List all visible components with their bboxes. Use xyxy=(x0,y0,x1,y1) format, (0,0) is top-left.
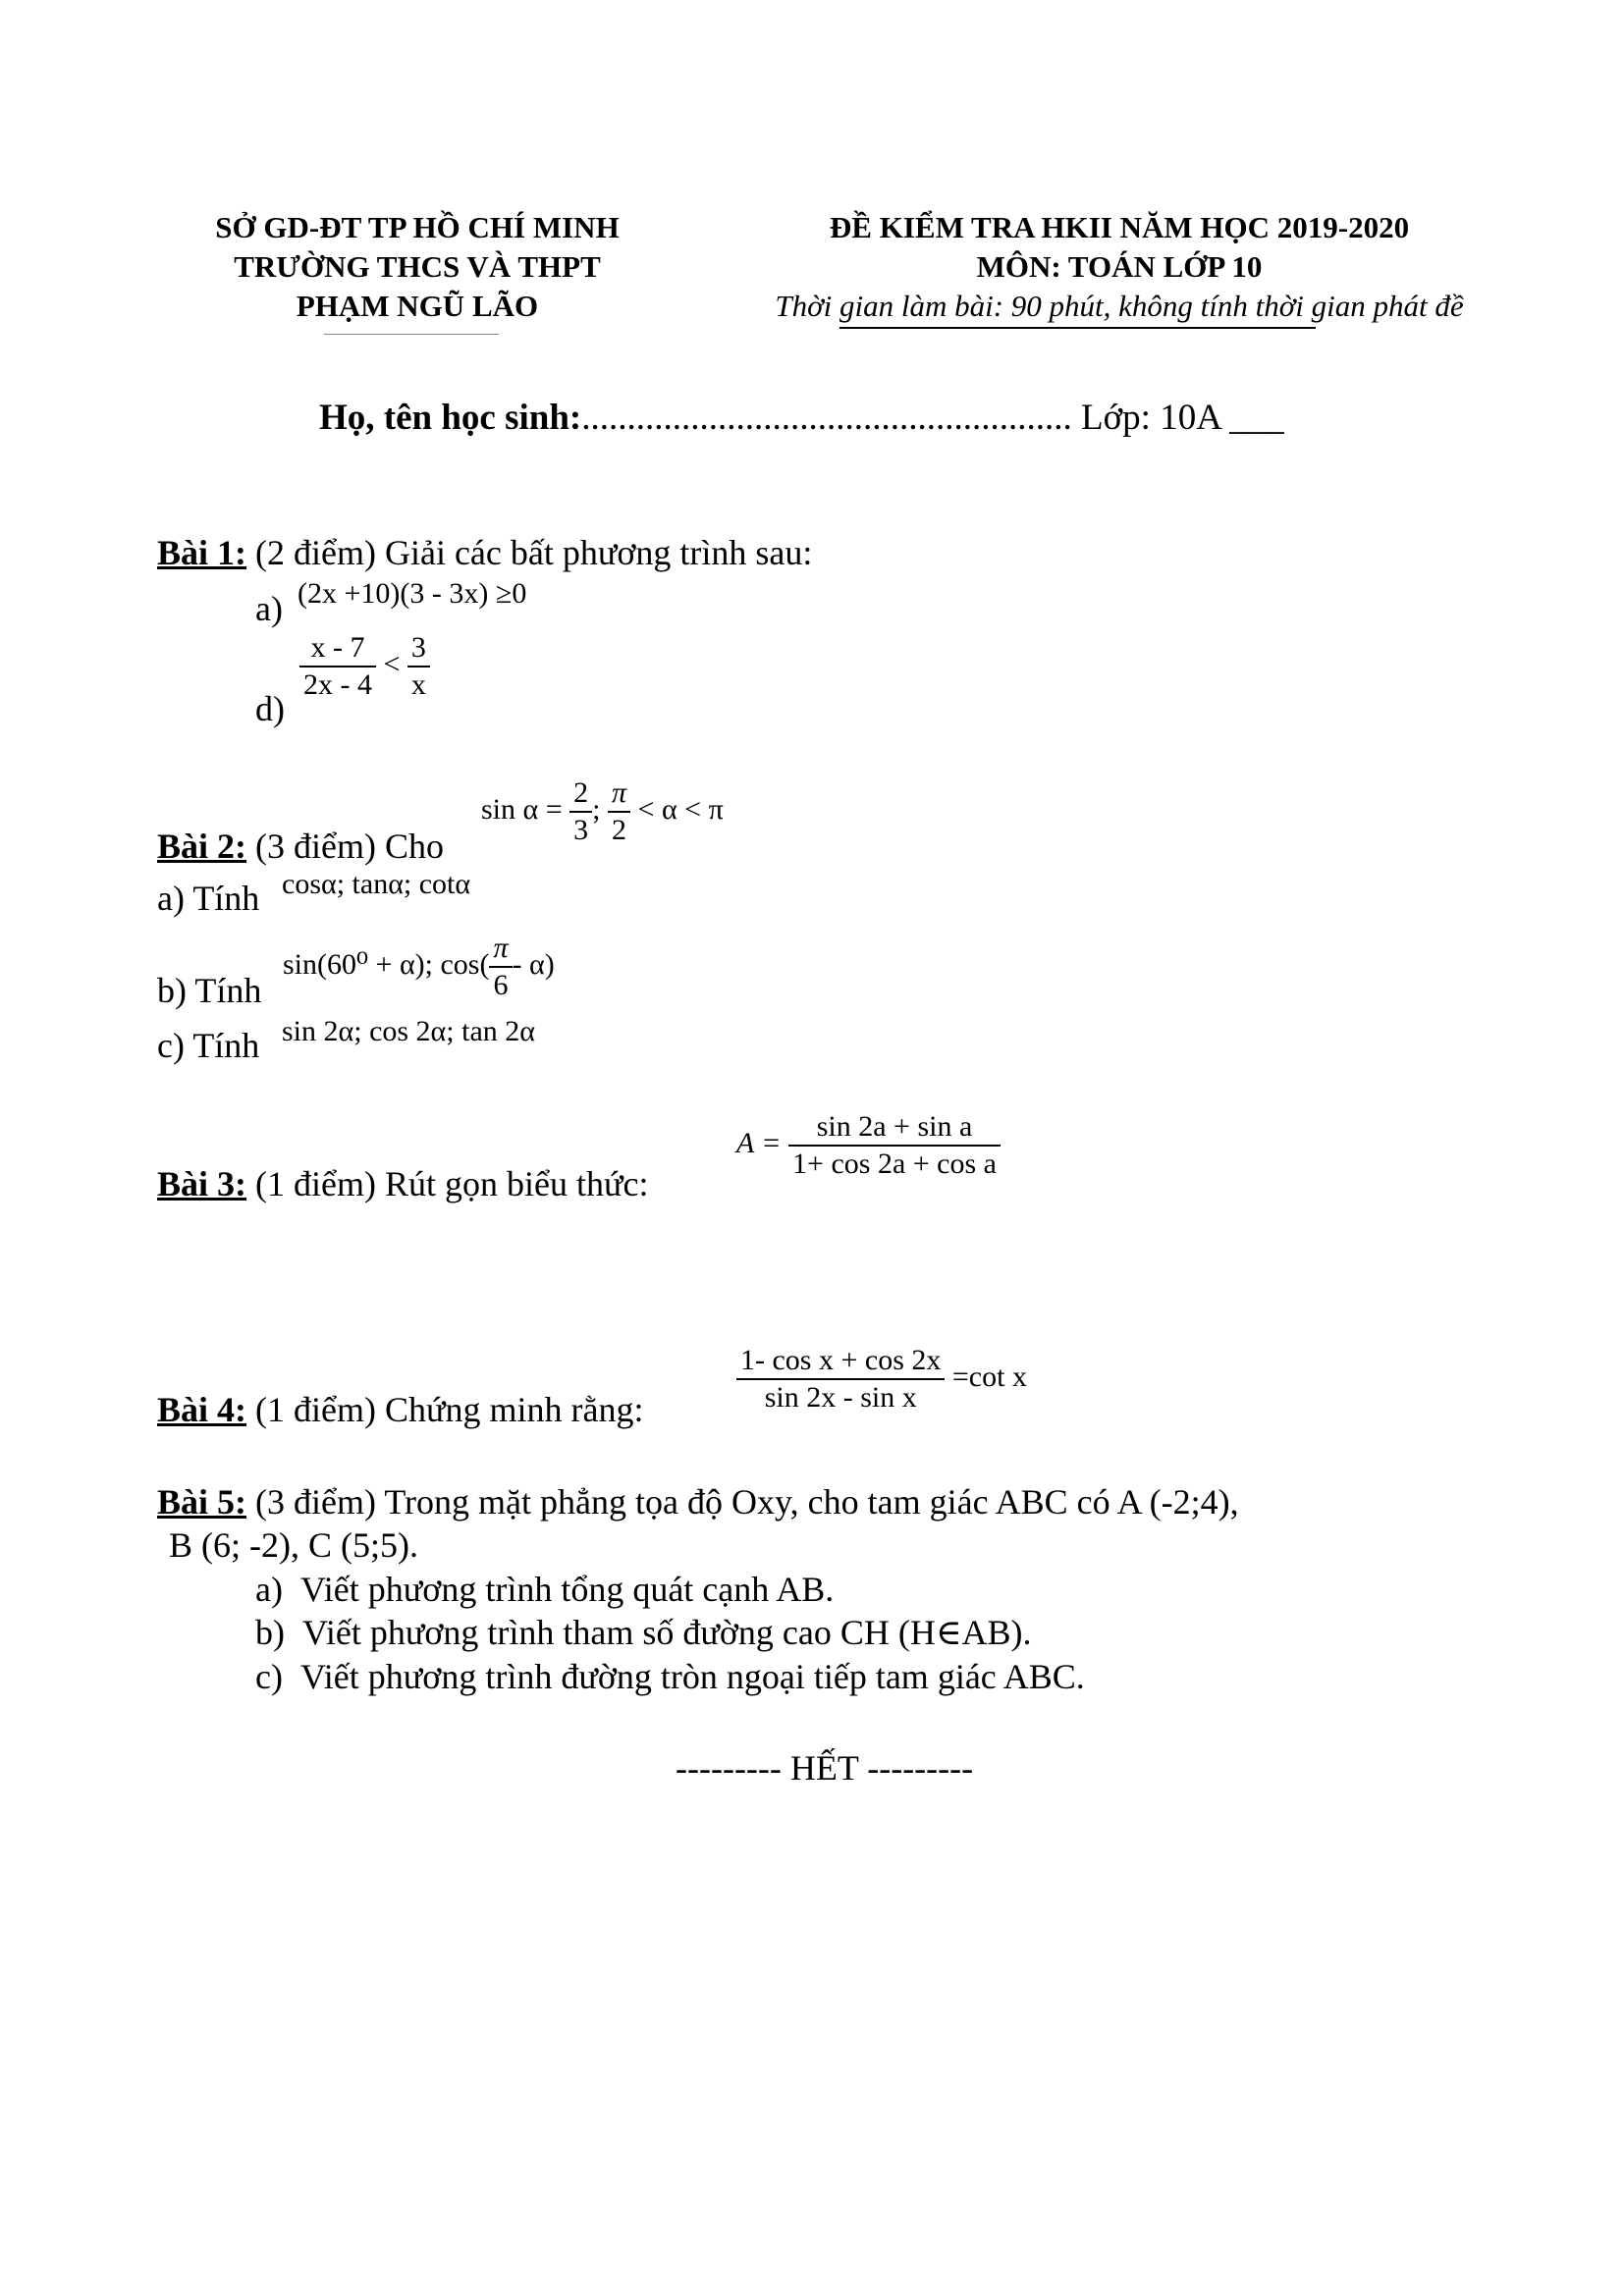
bai3-heading xyxy=(157,1162,648,1205)
bai1-d-fraction-left: $\frac{x - 7}{2x - 4}$ xyxy=(299,630,376,703)
bai3-title: Bài 3: xyxy=(157,1164,247,1203)
bai5-title: Bài 5: xyxy=(157,1482,247,1522)
bai2-a-expression: cosα; tanα; cotα xyxy=(282,868,471,900)
bai3-expression: A = $\frac{\text{sin 2a + sin a}}{\text{1+ cos 2a + cos a}}$ xyxy=(736,1109,1001,1182)
bai4-expression: $\frac{\text{1- cos x + cos 2x}}{\text{sin 2x - sin x}}$ =cot x xyxy=(736,1343,1027,1415)
bai4-fraction: $\frac{\text{1- cos x + cos 2x}}{\text{sin 2x - sin x}}$ xyxy=(736,1343,945,1415)
bai1-text: (2 điểm) Giải các bất phương trình sau: xyxy=(246,533,813,572)
bai1-title: Bài 1: xyxy=(157,533,247,572)
bai1-d-operator: < xyxy=(383,647,401,680)
end-marker: --------- HẾT --------- xyxy=(676,1748,974,1788)
bai1-d-expression xyxy=(299,630,430,703)
exam-header xyxy=(707,208,1532,326)
bai5-heading xyxy=(157,1480,1239,1523)
bai4-title: Bài 4: xyxy=(157,1390,247,1429)
student-name-label: Họ, tên học sinh: xyxy=(319,398,582,438)
student-name-dots: ...................................................... xyxy=(581,398,1072,438)
department-name: SỞ GD-ĐT TP HỒ CHÍ MINH xyxy=(215,210,620,244)
bai1-a-expression: (2x +10)(3 - 3x) ≥0 xyxy=(298,577,527,610)
bai1-heading xyxy=(157,531,812,574)
bai3-fraction: $\frac{\text{sin 2a + sin a}}{\text{1+ cos 2a + cos a}}$ xyxy=(788,1109,1001,1182)
bai5-item-a: a) Viết phương trình tổng quát cạnh AB. xyxy=(255,1570,835,1609)
bai5-text-line2: B (6; -2), C (5;5). xyxy=(169,1525,418,1565)
student-info-line xyxy=(319,397,1284,440)
bai4-text: (1 điểm) Chứng minh rằng: xyxy=(246,1390,644,1429)
bai1-a-label: a) xyxy=(255,589,283,628)
bai2-a-label: a) Tính xyxy=(157,879,260,918)
bai5-item-c: c) Viết phương trình đường tròn ngoại tiếp tam giác ABC. xyxy=(255,1657,1085,1696)
bai2-text: (3 điểm) Cho xyxy=(246,827,444,866)
school-header xyxy=(177,208,658,326)
bai5-item-b: b) Viết phương trình tham số đường cao CH (H∈AB). xyxy=(255,1613,1032,1652)
bai2-title: Bài 2: xyxy=(157,827,247,866)
class-label: Lớp: 10A ___ xyxy=(1081,398,1284,438)
bai5-text: (3 điểm) Trong mặt phẳng tọa độ Oxy, cho tam giác ABC có A (-2;4), xyxy=(246,1482,1239,1522)
school-underline xyxy=(324,334,499,335)
bai2-b-label: b) Tính xyxy=(157,971,262,1010)
exam-subject: MÔN: TOÁN LỚP 10 xyxy=(976,249,1263,284)
school-name-line1: TRƯỜNG THCS VÀ THPT xyxy=(234,249,601,284)
bai2-given-fraction: $\frac{2}{3}$ xyxy=(569,775,592,848)
bai1-d-label: d) xyxy=(255,689,285,728)
bai2-c-label: c) Tính xyxy=(157,1026,260,1065)
bai3-text: (1 điểm) Rút gọn biểu thức: xyxy=(246,1164,649,1203)
bai1-d-fraction-right: $\frac{3}{x}$ xyxy=(407,630,430,703)
bai2-pi-fraction: $\frac{\pi}{2}$ xyxy=(608,775,630,848)
bai4-heading xyxy=(157,1388,643,1431)
bai2-given: sin α = $\frac{2}{3}$ ; $\frac{\pi}{2}$ < α < π xyxy=(481,776,724,846)
bai2-heading xyxy=(157,825,444,868)
exam-underline xyxy=(839,327,1316,329)
bai2-b-fraction: $\frac{\pi}{6}$ xyxy=(489,931,512,1003)
exam-duration: Thời gian làm bài: 90 phút, không tính thời gian phát đề xyxy=(775,289,1464,323)
bai2-b-expression: sin(60⁰ + α); cos( $\frac{\pi}{6}$ - α) xyxy=(283,932,555,1001)
school-name-line2: PHẠM NGŨ LÃO xyxy=(296,289,539,323)
exam-title: ĐỀ KIỂM TRA HKII NĂM HỌC 2019-2020 xyxy=(829,210,1410,244)
bai2-c-expression: sin 2α; cos 2α; tan 2α xyxy=(282,1015,535,1047)
